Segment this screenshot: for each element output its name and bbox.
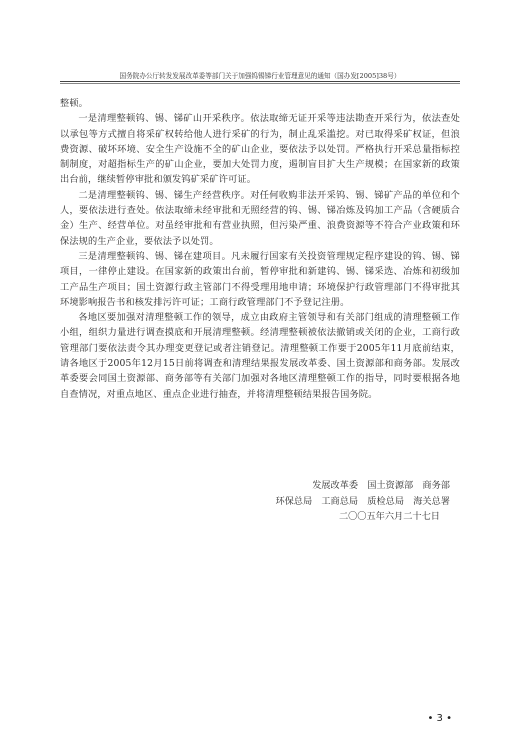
body-text bbox=[60, 96, 460, 402]
paragraph-leadership: 各地区要加强对清理整顿工作的领导，成立由政府主管领导和有关部门组成的清理整顿工作小组，组织力量进行调查摸底和开展清理整顿。经清理整顿被依法撤销或关闭的企业，工商行政管理部门要依法责令其办理变更登记或者注销登记。清理整顿工作要于2005年11月底前结束，请各地区于2005年12月15日前将调查和清理结果报发展改革委、国土资源部和商务部。发展改革委要会同国土资源部、商务部等有关部门加强对各地区清理整顿工作的指导，同时要根据各地自查情况，对重点地区、重点企业进行抽查，并将清理整顿结果报告国务院。 bbox=[60, 312, 460, 400]
signature-agencies-line1: 发展改革委 国土资源部 商务部 bbox=[312, 480, 450, 491]
running-header: 国务院办公厅转发发展改革委等部门关于加强钨锡锑行业管理意见的通知（国办发[2005]38号） bbox=[119, 72, 401, 80]
header-rule bbox=[60, 81, 460, 82]
signature-date: 二〇〇五年六月二十七日 bbox=[338, 511, 440, 523]
header-rule-thin bbox=[60, 83, 460, 84]
paragraph-business-order: 二是清理整顿钨、锡、锑生产经营秩序。对任何收购非法开采钨、锡、锑矿产品的单位和个人，要依法进行查处。依法取缔未经审批和无照经营的钨、锡、锑冶炼及钨加工产品（含硬质合金）生产、经营单位。对虽经审批和有营业执照，但污染严重、浪费资源等不符合产业政策和环保法规的生产企业，要依法予以处罚。 bbox=[60, 189, 460, 247]
paragraph-mining-order: 一是清理整顿钨、锡、锑矿山开采秩序。依法取缔无证开采等违法勘查开采行为，依法查处以承包等方式擅自将采矿权转给他人进行采矿的行为，制止乱采滥挖。对已取得采矿权证，但浪费资源、破坏环境、安全生产设施不全的矿山企业，要依法予以处罚。严格执行开采总量指标控制制度，对超指标生产的矿山企业，要加大处罚力度，遏制盲目扩大生产规模；在国家新的政策出台前，继续暂停审批和颁发钨矿采矿许可证。 bbox=[60, 113, 460, 186]
signature-agencies-line2: 环保总局 工商总局 质检总局 海关总署 bbox=[275, 495, 450, 507]
paragraph-continuation: 整顿。 bbox=[60, 98, 89, 109]
signature-block bbox=[275, 478, 450, 525]
page-number: • 3 • bbox=[427, 713, 452, 724]
paragraph-projects: 三是清理整顿钨、锡、锑在建项目。凡未履行国家有关投资管理规定程序建设的钨、锡、锑项目，一律停止建设。在国家新的政策出台前，暂停审批和新建钨、锡、锑采选、冶炼和初级加工产品生产项目；国土资源行政主管部门不得受理用地申请；环境保护行政管理部门不得审批其环境影响报告书和核发排污许可证；工商行政管理部门不予登记注册。 bbox=[60, 250, 460, 308]
